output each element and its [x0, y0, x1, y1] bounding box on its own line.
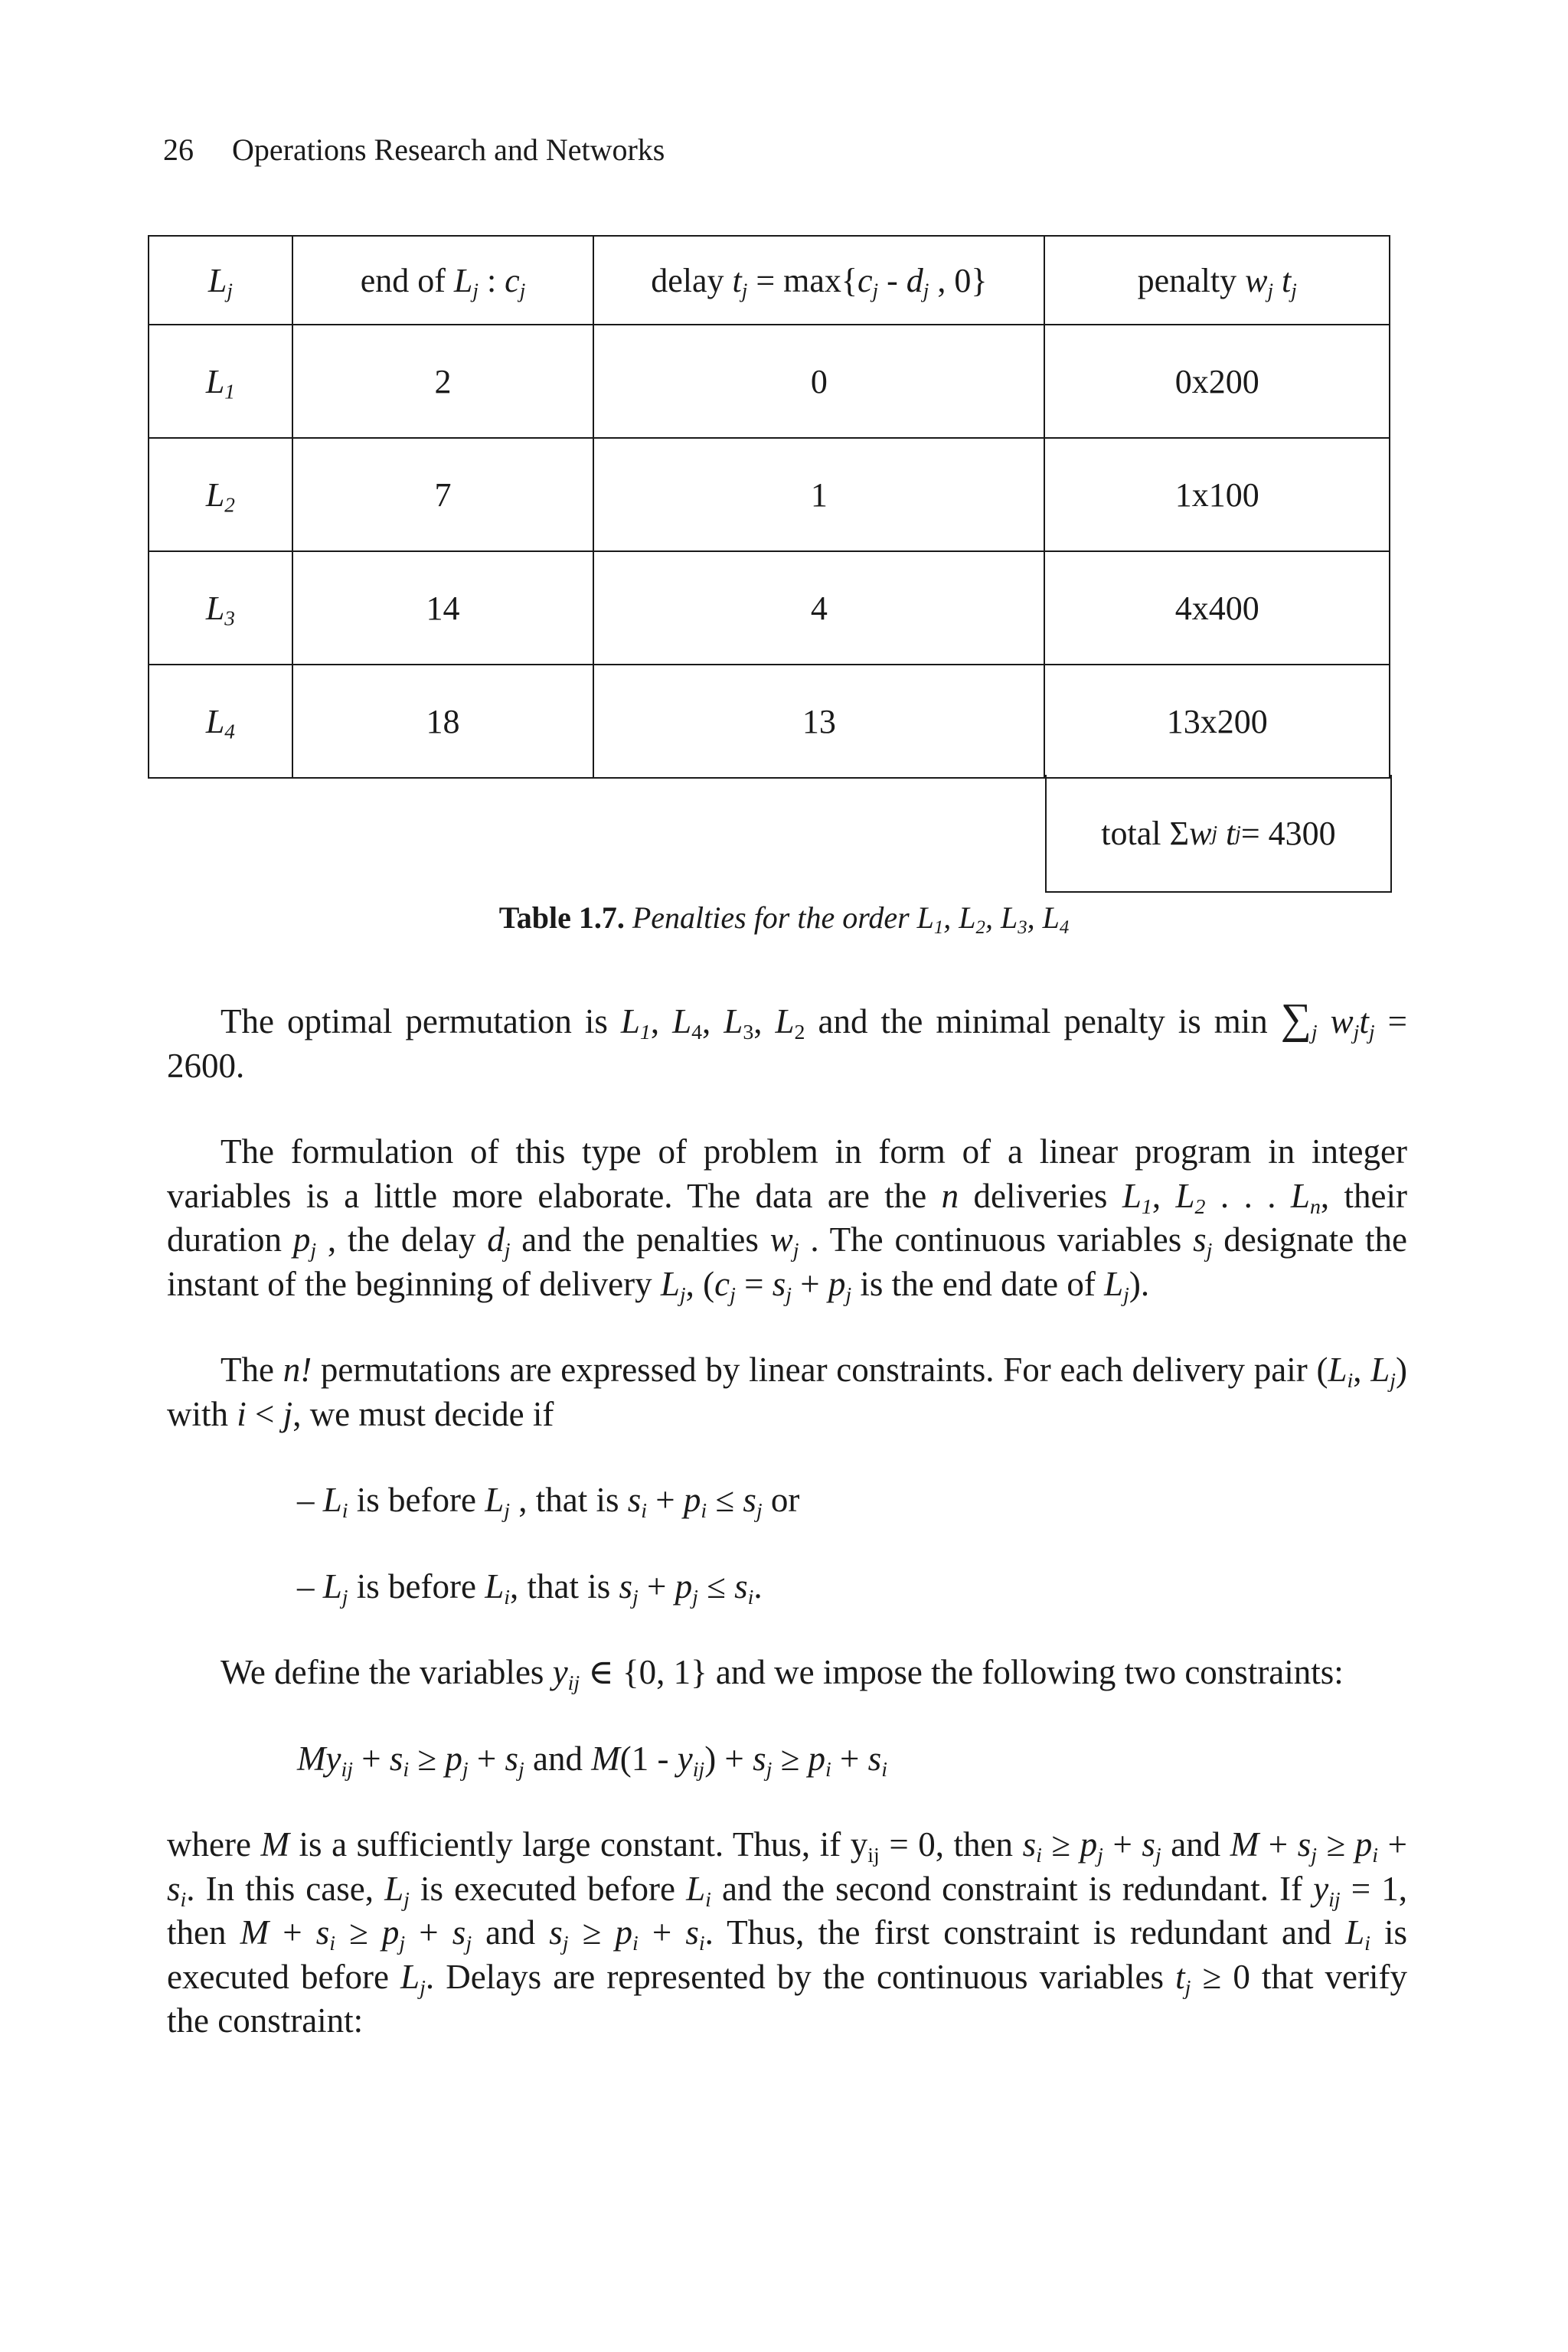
- cell-delivery: $L_2$: [149, 438, 292, 551]
- running-header: [163, 132, 665, 168]
- cell-penalty: 0x200: [1044, 325, 1390, 438]
- table-caption: [0, 900, 1568, 936]
- header-cell-Lj: $L_j$: [149, 236, 292, 325]
- cell-penalty: 13x200: [1044, 665, 1390, 778]
- paragraph-define-variables: We define the variables $y_{ij}$ ∈ {0, 1} and we impose the following two constraints:: [220, 1653, 1344, 1695]
- cell-delay: 1: [593, 438, 1044, 551]
- body-text: [167, 995, 1408, 2086]
- table-total-cell: total Σ w j t j = 4300: [1045, 775, 1392, 893]
- table-row: [149, 551, 1390, 665]
- cell-delivery: $L_3$: [149, 551, 292, 665]
- header-cell-delay: delay $t_j = \max\{c_j - d_j$ , 0}: [593, 236, 1044, 325]
- cell-end: 14: [292, 551, 593, 665]
- cell-delay: 4: [593, 551, 1044, 665]
- paragraph-optimal-permutation: The optimal permutation is $L_1$, $L_4$, $L_3$, $L_2$ and the minimal penalty is $\min \sum_j$ $w_jt_j = 2600$.: [167, 995, 1408, 1085]
- paragraph-formulation: The formulation of this type of problem in form of a linear program in integer variables is a little more elaborate. The data are the n deliveries $L_1$, $L_2$ . . . $L_n$, their duration $p_j$ , the delay $d_j$ and the penalties $w_j$ . The continuous variables $s_j$ designate the instant of the beginning of delivery $L_j$, ($c_j = s_j + p_j$ is the end date of $L_j$).: [167, 1132, 1408, 1307]
- condition-li-before-lj: – $L_i$ is before $L_j$ , that is $s_i + p_i \le s_j$ or: [297, 1481, 800, 1523]
- running-title: Operations Research and Networks: [232, 132, 665, 167]
- paragraph-explanation: where M is a sufficiently large constant. Thus, if $y_{ij} = 0$, then $s_i \ge p_j + s_j$ and $M + s_j \ge p_i + s_i$. In this case, $L_j$ is executed before $L_i$ and the second constraint is redundant. If $y_{ij} = 1$, then $M + s_i \ge p_j + s_j$ and $s_j \ge p_i + s_i$. Thus, the first constraint is redundant and $L_i$ is executed before $L_j$. Delays are represented by the continuous variables $t_j \ge 0$ that verify the constraint:: [167, 1825, 1408, 2040]
- table-row: [149, 438, 1390, 551]
- header-cell-end: end of $L_j$ : $c_j$: [292, 236, 593, 325]
- cell-penalty: 1x100: [1044, 438, 1390, 551]
- constraint-equations: $My_{ij} + s_i \ge p_j + s_j$ and $M(1 - y_{ij}) + s_j \ge p_i + s_i$: [297, 1739, 887, 1782]
- penalty-table: [148, 235, 1390, 779]
- cell-penalty: 4x400: [1044, 551, 1390, 665]
- cell-delivery: $L_4$: [149, 665, 292, 778]
- caption-text: Penalties for the order $L_1$, $L_2$, $L_3$, $L_4$: [632, 900, 1070, 938]
- page-number: 26: [163, 132, 194, 167]
- cell-end: 18: [292, 665, 593, 778]
- table-row: [149, 325, 1390, 438]
- header-cell-penalty: penalty $w_j$ $t_j$: [1044, 236, 1390, 325]
- cell-delay: 13: [593, 665, 1044, 778]
- table-header-row: [149, 236, 1390, 325]
- paragraph-permutations: The n! permutations are expressed by linear constraints. For each delivery pair ($L_i$, $L_j$) with i < j, we must decide if: [167, 1351, 1407, 1433]
- condition-lj-before-li: – $L_j$ is before $L_i$, that is $s_j + p_j \le s_i$.: [297, 1566, 763, 1609]
- cell-delay: 0: [593, 325, 1044, 438]
- cell-end: 2: [292, 325, 593, 438]
- caption-label: Table 1.7.: [498, 900, 625, 935]
- cell-delivery: $L_1$: [149, 325, 292, 438]
- table-row: [149, 665, 1390, 778]
- cell-end: 7: [292, 438, 593, 551]
